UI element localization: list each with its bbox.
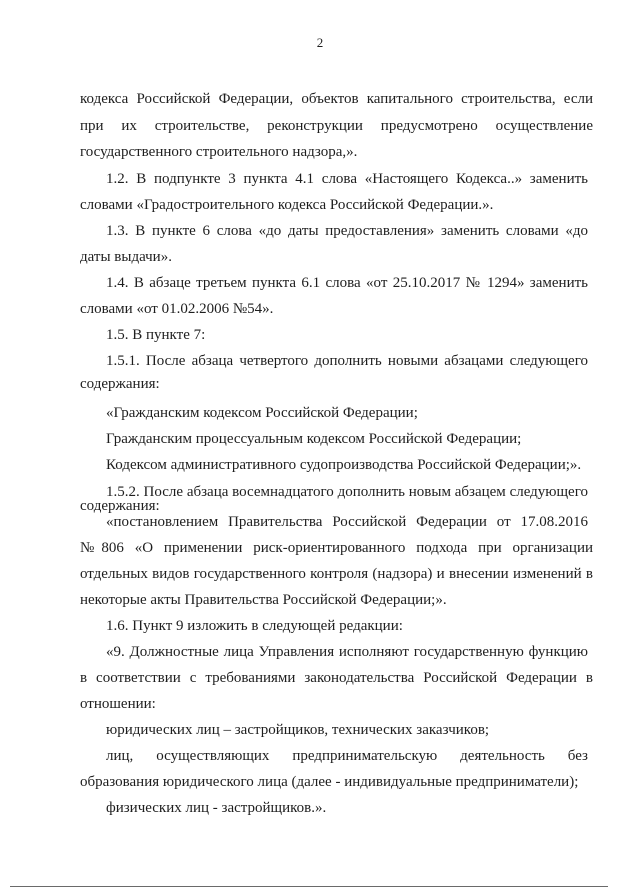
text-line: даты выдачи». — [80, 249, 172, 265]
text-line: 1.6. Пункт 9 изложить в следующей редакции: — [106, 618, 403, 634]
text-line: 1.5. В пункте 7: — [106, 327, 206, 343]
text-line: в соответствии с требованиями законодательства Российской Федерации в — [80, 670, 593, 686]
text-line: «9. Должностные лица Управления исполняют государственную функцию — [106, 644, 588, 660]
text-line: Кодексом административного судопроизводства Российской Федерации;». — [106, 457, 582, 473]
text-line: физических лиц - застройщиков.». — [106, 800, 327, 816]
text-line: кодекса Российской Федерации, объектов капитального строительства, если — [80, 91, 593, 107]
page-number: 2 — [316, 35, 324, 50]
text-line: 1.2. В подпункте 3 пункта 4.1 слова «Настоящего Кодекса..» заменить — [106, 171, 588, 187]
text-line: словами «Градостроительного кодекса Российской Федерации.». — [80, 197, 494, 213]
text-line: некоторые акты Правительства Российской Федерации;». — [80, 592, 447, 608]
text-line: Гражданским процессуальным кодексом Российской Федерации; — [106, 431, 522, 447]
page-bottom-rule — [10, 886, 608, 887]
text-line: содержания: — [80, 498, 160, 514]
text-line: 1.5.2. После абзаца восемнадцатого дополнить новым абзацем следующего — [106, 484, 588, 500]
text-line: при их строительстве, реконструкции предусмотрено осуществление — [80, 118, 593, 134]
text-line: государственного строительного надзора,». — [80, 144, 358, 160]
text-line: словами «от 01.02.2006 №54». — [80, 301, 274, 317]
text-line: отдельных видов государственного контроля (надзора) и внесении изменений в — [80, 566, 593, 582]
text-line: 1.3. В пункте 6 слова «до даты предоставления» заменить словами «до — [106, 223, 588, 239]
text-line: отношении: — [80, 696, 156, 712]
text-line: «Гражданским кодексом Российской Федерации; — [106, 405, 418, 421]
text-line: лиц, осуществляющих предпринимательскую деятельность без — [106, 748, 588, 764]
text-line: юридических лиц – застройщиков, технических заказчиков; — [106, 722, 490, 738]
text-line: образования юридического лица (далее - индивидуальные предприниматели); — [80, 774, 579, 790]
text-line: 1.5.1. После абзаца четвертого дополнить новыми абзацами следующего — [106, 353, 588, 369]
text-line: содержания: — [80, 376, 160, 392]
text-line: №806 «О применении риск-ориентированного подхода при организации — [80, 540, 593, 556]
text-line: «постановлением Правительства Российской Федерации от 17.08.2016 — [106, 514, 588, 530]
text-line: 1.4. В абзаце третьем пункта 6.1 слова «от 25.10.2017 № 1294» заменить — [106, 275, 588, 291]
